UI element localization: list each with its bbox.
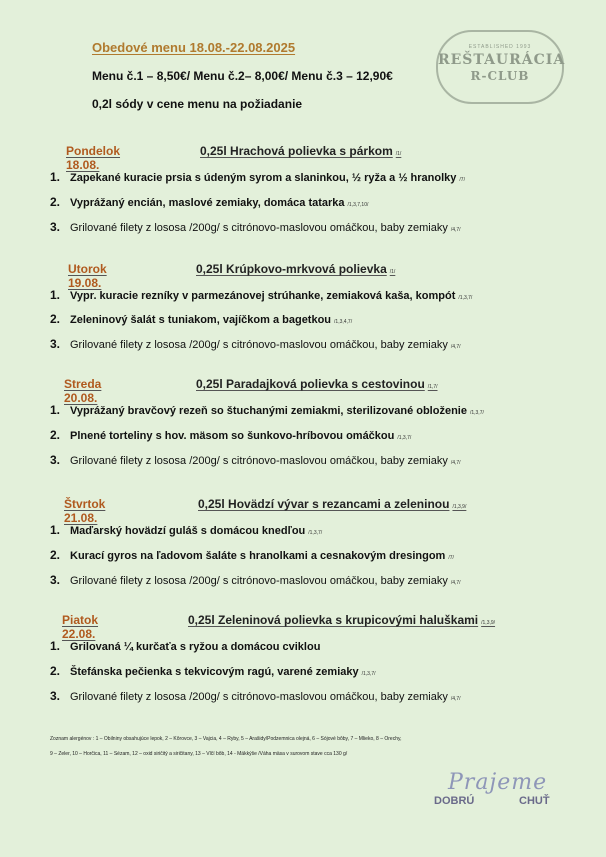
day-name: Pondelok 18.08. <box>66 144 121 172</box>
menu-item: 3. Grilované filety z lososa /200g/ s citrónovo-maslovou omáčkou, baby zemiaky /4,7/ <box>50 337 461 351</box>
logo-established: ESTABLISHED 1993 <box>468 44 532 50</box>
allergen-line: 9 – Zeler, 10 – Horčica, 11 – Sézam, 12 – oxid siričitý a siričitany, 13 – Vlčí bôb, 14 - Mäkkýše /Váha mäsa v surovom stave cca 130 g/ <box>50 751 348 757</box>
menu-item: 2. Plnené torteliny s hov. mäsom so šunkovo-hríbovou omáčkou /1,3,7/ <box>50 428 412 442</box>
allergen-list <box>50 732 570 762</box>
menu-item: 2. Kurací gyros na ľadovom šaláte s hranolkami a cesnakovým dresingom /7/ <box>50 548 454 562</box>
day-name: Piatok 22.08. <box>62 613 99 641</box>
menu-item: 2. Zeleninový šalát s tuniakom, vajíčkom a bagetkou /1,3,4,7/ <box>50 312 353 326</box>
day-soup: 0,25l Hovädzí vývar s rezancami a zeleninou /1,3,9/ <box>198 497 467 511</box>
day-name: Utorok 19.08. <box>68 262 107 290</box>
menu-item: 3. Grilované filety z lososa /200g/ s citrónovo-maslovou omáčkou, baby zemiaky /4,7/ <box>50 220 461 234</box>
logo-line1: REŠTAURÁCIA <box>438 52 566 68</box>
day-soup: 0,25l Hrachová polievka s párkom /1/ <box>200 144 402 158</box>
soda-note: 0,2l sódy v cene menu na požiadanie <box>92 97 303 111</box>
bon-appetit-signature <box>434 770 566 816</box>
logo-line2: R-CLUB <box>470 69 530 83</box>
signature-left: DOBRÚ <box>434 795 475 807</box>
day-name: Streda 20.08. <box>64 377 102 405</box>
day-soup: 0,25l Krúpkovo-mrkvová polievka /1/ <box>196 262 396 276</box>
menu-item: 1. Maďarský hovädzí guláš s domácou knedľou /1,3,7/ <box>50 523 323 537</box>
allergen-line: Zoznam alergénov : 1 – Obilniny obsahujúce lepok, 2 – Kôrovce, 3 – Vajcia, 4 – Ryby, 5 – Arašidy/Podzemnica olejná, 6 – Sójové bôby, 7 – Mlieko, 8 – Orechy, <box>50 736 402 742</box>
day-soup: 0,25l Zeleninová polievka s krupicovými haluškami /1,3,9/ <box>188 613 496 627</box>
menu-item: 1. Vypr. kuracie rezníky v parmezánovej strúhanke, zemiaková kaša, kompót /1,3,7/ <box>50 288 473 302</box>
day-name: Štvrtok 21.08. <box>64 497 106 525</box>
signature-script: Prajeme <box>448 770 548 795</box>
menu-item: 3. Grilované filety z lososa /200g/ s citrónovo-maslovou omáčkou, baby zemiaky /4,7/ <box>50 689 461 703</box>
menu-item: 3. Grilované filety z lososa /200g/ s citrónovo-maslovou omáčkou, baby zemiaky /4,7/ <box>50 453 461 467</box>
menu-item: 1. Zapekané kuracie prsia s údeným syrom a slaninkou, ½ ryža a ½ hranolky /7/ <box>50 170 465 184</box>
day-soup: 0,25l Paradajková polievka s cestovinou /1,7/ <box>196 377 438 391</box>
menu-prices: Menu č.1 – 8,50€/ Menu č.2– 8,00€/ Menu č.3 – 12,90€ <box>92 69 393 83</box>
restaurant-logo <box>436 30 564 104</box>
menu-item: 1. Vyprážaný bravčový rezeň so štuchanými zemiakmi, sterilizované obloženie /1,3,7/ <box>50 403 484 417</box>
menu-item: 2. Vyprážaný encián, maslové zemiaky, domáca tatarka /1,3,7,10/ <box>50 195 369 209</box>
signature-right: CHUŤ <box>519 795 550 807</box>
menu-item: 3. Grilované filety z lososa /200g/ s citrónovo-maslovou omáčkou, baby zemiaky /4,7/ <box>50 573 461 587</box>
menu-item: 2. Štefánska pečienka s tekvicovým ragú, varené zemiaky /1,3,7/ <box>50 664 376 678</box>
menu-title: Obedové menu 18.08.-22.08.2025 <box>92 40 296 55</box>
menu-item: 1. Grilovaná ¼ kurčaťa s ryžou a domácou cviklou <box>50 639 321 653</box>
